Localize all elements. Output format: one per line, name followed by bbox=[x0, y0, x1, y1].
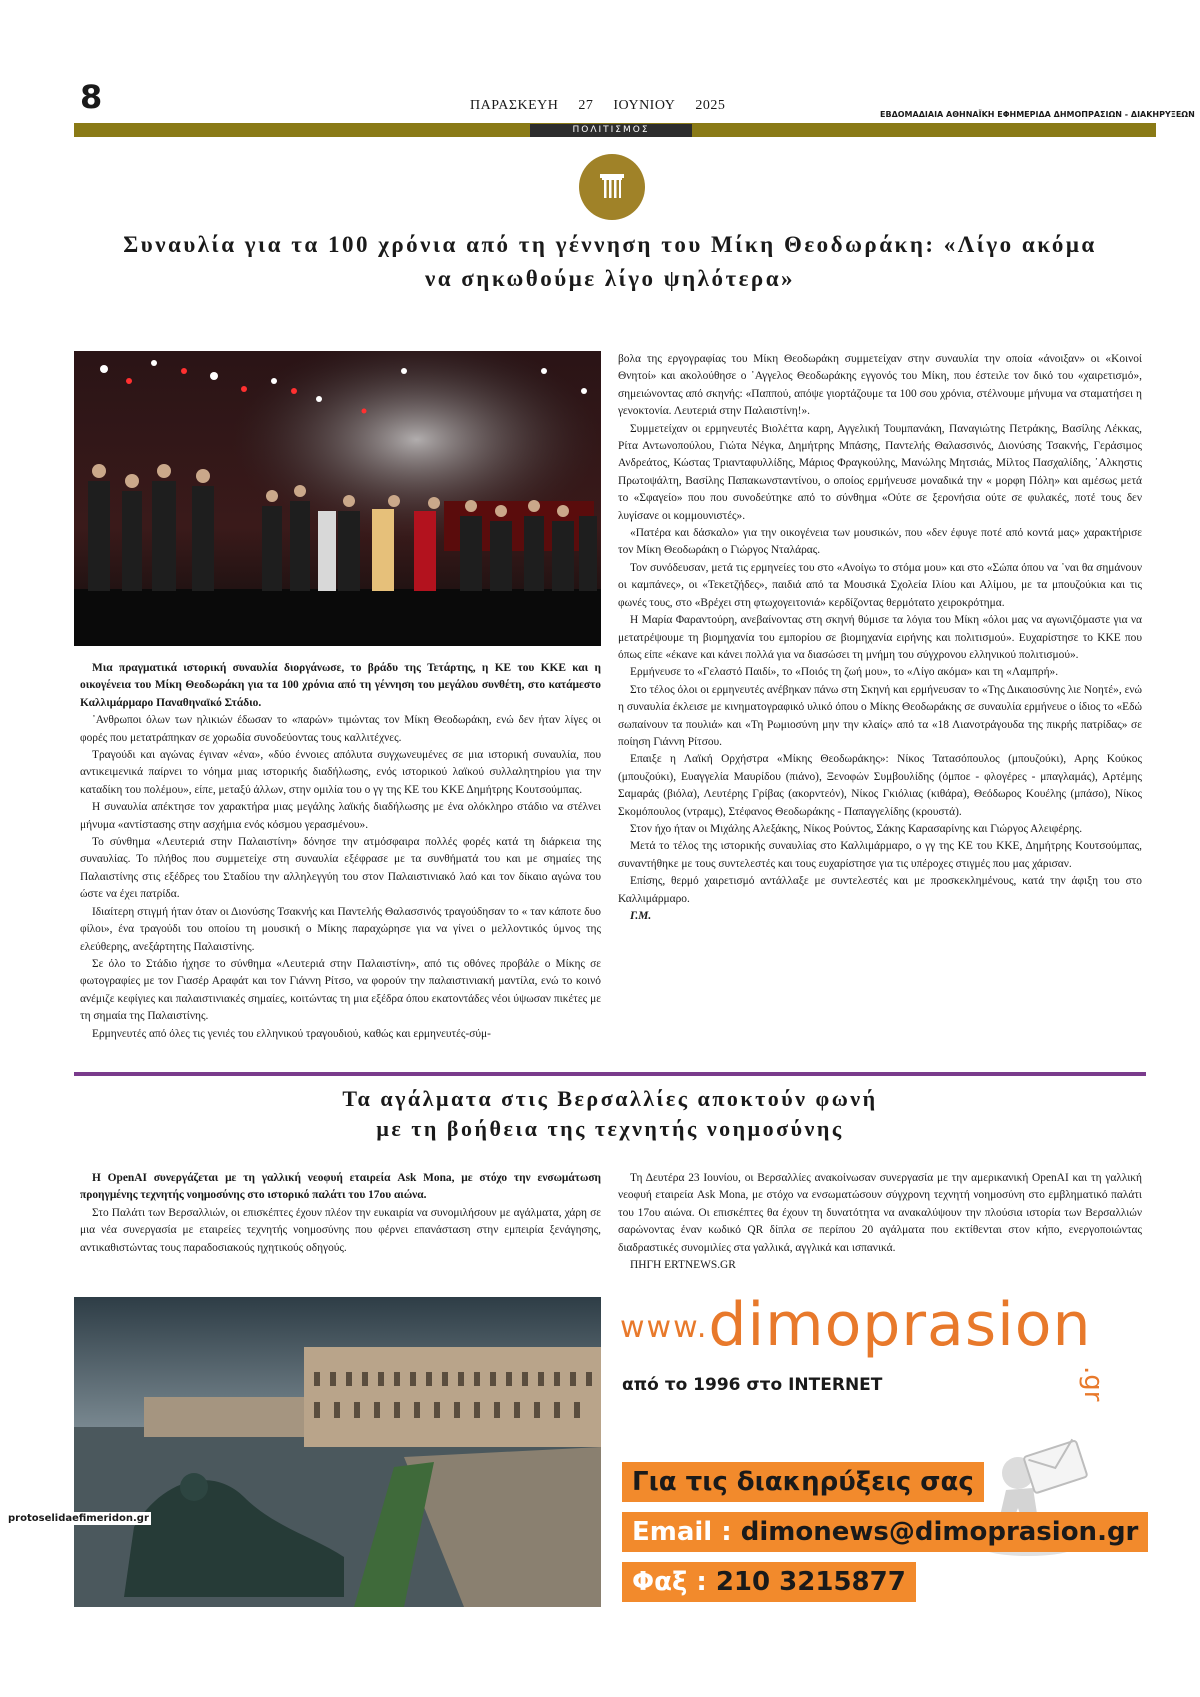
section-divider bbox=[74, 1072, 1146, 1076]
article1-paragraph: Η Μαρία Φαραντούρη, ανεβαίνοντας στη σκηνή θύμισε τα λόγια του Μίκη «όλοι μας να αγωνιζόμαστε για να μετατρέψουμε τη βιομηχανία του εμπορίου σε βιομηχανία ειρήνης και πολιτισμού». Ευχαρίστησε το ΚΚΕ που όπως είπε «έκανε και κάνει πολλά για να διασώσει τη μνήμη του σύγχρονου ελληνικού πολιτισμού». bbox=[618, 614, 1142, 661]
concert-photo bbox=[74, 351, 601, 646]
article1-paragraph: ᾽Ανθρωποι όλων των ηλικιών έδωσαν το «παρών» τιμώντας τον Μίκη Θεοδωράκη, ενώ δεν ήταν λίγες οι φορές που μετατράπηκαν σε χορωδία συνοδεύοντας τους καλλιτέχνες. bbox=[80, 714, 601, 744]
article2-title-line1: Τα αγάλματα στις Βερσαλλίες αποκτούν φωνή bbox=[342, 1086, 878, 1111]
article1-signature: Γ.Μ. bbox=[630, 910, 652, 922]
article1-paragraph: Το σύνθημα «Λευτεριά στην Παλαιστίνη» δόνησε την ατμόσφαιρα πολλές φορές κατά τη διάρκεια της συναυλίας. Το πλήθος που συμμετείχε στη συναυλία εξέφρασε με τα συνθήματά του και με σημαίες της Παλαιστίνης στις εξέδρες του Σταδίου την αλληλεγγύη του στον Παλαιστινιακό λαό και τον δίκαιο αγώνα του ώστε να έχει πατρίδα. bbox=[80, 836, 601, 901]
article1-paragraph: Ιδιαίτερη στιγμή ήταν όταν οι Διονύσης Τσακνής και Παντελής Θαλασσινός τραγούδησαν το « ταν κάποτε δυο φίλοι», ένα τραγούδι του οποίου τη μουσική ο Μίκης παραχώρησε για να γίνει ο μελλοντικός ύμνος της ελεύθερης, ανεξάρτητης Παλαιστίνης. bbox=[80, 905, 601, 953]
article1-paragraph: Συμμετείχαν οι ερμηνευτές Βιολέττα καρη, Αγγελική Τουμπανάκη, Παναγιώτης Πετράκης, Βασίλης Λέκκας, Ρίτα Αντωνοπούλου, Γιώτα Νέγκα, Δημήτρης Μπάσης, Παντελής Θαλασσινός, Διονύσης Τσακνής, Γεράσιμος Ανδρεάτος, Κώστας Τριανταφυλλίδης, Μάριος Φραγκούλης, Μανώλης Μητσιάς, Μίλτος Πασχαλίδης, ᾽Αλκηστις Πρωτοψάλτη, Βασίλης Παπακωνσταντίνου, ο οποίος ερμήνευσε μοναδικά την « μορφη Πόλη» και αμέσως μετά το «Σφαγείο» που που συνοδεύτηκε από το σύνθημα «Ούτε σε ξερονήσια ούτε σε φυλακές, ποτέ τους δεν λυγίσανε οι κομμουνιστές». bbox=[618, 422, 1142, 522]
article1-paragraph: Η συναυλία απέκτησε τον χαρακτήρα μιας μεγάλης λαϊκής διαδήλωσης με ένα ολόκληρο στάδιο να στέλνει μήνυμα «αντίστασης στην ασχήμια ενός κόσμου γερασμένου». bbox=[80, 801, 601, 831]
article2-right-column bbox=[618, 1170, 1142, 1274]
article1-paragraph: Τον συνόδευσαν, μετά τις ερμηνείες του στο «Ανοίγω το στόμα μου» και στο «Σώπα όπου να ᾽ναι θα σημάνουν οι καμπάνες», οι «Τεκετζήδες», παιδιά από τα Μουσικά Σχολεία Ιλίου και Αλίμου, με τα μπουζούκια και τις φωνές τους, στο «Βρέχει στη φτωχογειτονιά» κερδίζοντας θερμότατο χειροκρότημα. bbox=[618, 561, 1142, 609]
article2-title-line2: με τη βοήθεια της τεχνητής νοημοσύνης bbox=[376, 1116, 844, 1141]
advert-url[interactable] bbox=[620, 1290, 1092, 1360]
article1-paragraph: Στον ήχο ήταν οι Μιχάλης Αλεξάκης, Νίκος Ρούντος, Σάκης Καρασαρίνης και Γιώργος Αλειφέρης. bbox=[630, 822, 1083, 835]
advert-brand: dimoprasion bbox=[708, 1290, 1092, 1360]
section-label: ΠΟΛΙΤΙΣΜΟΣ bbox=[530, 124, 692, 137]
advert-www: www. bbox=[620, 1310, 709, 1345]
column-icon bbox=[579, 154, 645, 220]
advert-since: από το 1996 στο INTERNET bbox=[622, 1375, 883, 1395]
email-label: Email : bbox=[632, 1517, 732, 1547]
fax-number: 210 3215877 bbox=[715, 1567, 906, 1597]
year: 2025 bbox=[695, 98, 726, 113]
source-watermark: protoselidaefimeridon.gr bbox=[8, 1513, 149, 1524]
advert-email[interactable] bbox=[622, 1512, 1148, 1552]
fax-label: Φαξ : bbox=[632, 1567, 707, 1597]
article2-paragraph: Στο Παλάτι των Βερσαλλιών, οι επισκέπτες έχουν πλέον την ευκαιρία να συνομιλήσουν με αγάλματα, χάρη σε μια νέα συνεργασία με εταιρείες τεχνητής νοημοσύνης που φέρνει επανάσταση στην εμπειρία ξενάγησης, αντικαθιστώντας τους παραδοσιακούς ηχητικούς οδηγούς. bbox=[80, 1206, 601, 1254]
day-name: ΠΑΡΑΣΚΕΥΗ bbox=[470, 98, 559, 113]
dateline bbox=[470, 98, 741, 114]
article1-paragraph: Επίσης, θερμό χαιρετισμό αντάλλαξε με συντελεστές και με προσκεκλημένους, κατά την άφιξη του στο Καλλιμάρμαρο. bbox=[618, 875, 1142, 905]
article2-source: ΠΗΓΗ ERTNEWS.GR bbox=[630, 1259, 736, 1272]
article1-paragraph: Στο τέλος όλοι οι ερμηνευτές ανέβηκαν πάνω στη Σκηνή και ερμήνευσαν το «Της Δικαιοσύνης λιε Νοητέ», ενώ η συναυλία έκλεισε με κινηματογραφικό υλικό όπου ο Μίκης Θεοδωράκης σε συναυλία ερμήνευε ο ίδιος το «Εδώ σωπαίνουν τα πουλιά» και «Τη Ρωμιοσύνη μην την κλαίς» από τα «18 Λιανοτράγουδα της πικρής πατρίδας» σε ποίηση Γιάννη Ρίτσου. bbox=[618, 683, 1142, 748]
article2-paragraph: Τη Δευτέρα 23 Ιουνίου, οι Βερσαλλίες ανακοίνωσαν συνεργασία με την αμερικανική OpenAI και τη γαλλική νεοφυή εταιρεία Ask Mona, με στόχο να ενσωματώσουν σύγχρονη τεχνητή νοημοσύνη στο εμβληματικό παλάτι του 17ου αιώνα. Οι επισκέπτες θα έχουν τη δυνατότητα να ανακαλύψουν την πλούσια ιστορία των Βερσαλλιών σαρώνοντας έναν κωδικό QR δίπλα σε περίπου 20 αγάλματα που εκτίθενται στον κήπο, ενεργοποιώντας διαδραστικές συνομιλίες στα γαλλικά, αγγλικά και ισπανικά. bbox=[618, 1172, 1142, 1254]
versailles-photo bbox=[74, 1297, 601, 1607]
article1-right-column bbox=[618, 351, 1142, 925]
article1-paragraph: «Πατέρα και δάσκαλο» για την οικογένεια των μουσικών, που «δεν έφυγε ποτέ από κοντά μας» χαρακτήρισε τον Μίκη Θεοδωράκη ο Γιώργος Νταλάρας. bbox=[618, 527, 1142, 557]
article2-lead: Η OpenAI συνεργάζεται με τη γαλλική νεοφυή εταιρεία Ask Mona, με στόχο την ενσωμάτωση προηγμένης τεχνητής νοημοσύνης στο ιστορικό παλάτι του 17ου αιώνα. bbox=[80, 1172, 601, 1202]
article1-paragraph: Τραγούδι και αγώνας έγιναν «ένα», «δύο έννοιες απόλυτα συγχωνευμένες σε μια ιστορική συναυλία, που αντικειμενικά παίρνει το νόημα μιας ιστορικής διαδήλωσης, ενός ιστορικού λαϊκού συλλαλητηρίου για την καταδίκη του πολέμου», είπε, μεταξύ άλλων, στην ομιλία του ο γγ της ΚΕ του ΚΚΕ Δημήτρης Κουτσούμπας. bbox=[80, 749, 601, 796]
article1-title bbox=[80, 228, 1140, 296]
masthead-small: ΕΒΔΟΜΑΔΙΑΙΑ ΑΘΗΝΑΪΚΗ ΕΦΗΜΕΡΙΔΑ ΔΗΜΟΠΡΑΣΙΩΝ - ΔΙΑΚΗΡΥΞΕΩΝ bbox=[880, 110, 1195, 119]
article1-title-line2: να σηκωθούμε λίγο ψηλότερα» bbox=[424, 266, 796, 291]
article2-title bbox=[200, 1084, 1020, 1144]
article1-paragraph: Επαιξε η Λαϊκή Ορχήστρα «Μίκης Θεοδωράκης»: Νίκος Τατασόπουλος (μπουζούκι), Αρης Κούκος (μπουζούκι), Ευαγγελία Μαυρίδου (πιάνο), Ξενοφών Συμβουλίδης (όμποε - φλογέρες - μπαγλαμάς), Αρτέμης Σαμαράς (βιόλα), Λευτέρης Γρίβας (ακορντεόν), Νίκος Γκιόλιας (κιθάρα), Θεόδωρος Κουέλης (μπάσο), Νίκος Σκομόπουλος (ντραμς), Στέφανος Θεοδωράκης - Παπαγγελίδης (κρουστά). bbox=[618, 753, 1142, 818]
advert-tld: .gr bbox=[1078, 1366, 1108, 1402]
article1-title-line1: Συναυλία για τα 100 χρόνια από τη γέννηση του Μίκη Θεοδωράκη: «Λίγο ακόμα bbox=[123, 232, 1097, 257]
month-name: ΙΟΥΝΙΟΥ bbox=[613, 98, 676, 113]
article1-paragraph: Ερμηνευτές από όλες τις γενιές του ελληνικού τραγουδιού, καθώς και ερμηνευτές-σύμ- bbox=[92, 1027, 491, 1040]
advert-fax bbox=[622, 1562, 916, 1602]
article2-left-column bbox=[80, 1170, 601, 1257]
article1-lead: Μια πραγματικά ιστορική συναυλία διοργάνωσε, το βράδυ της Τετάρτης, η ΚΕ του ΚΚΕ και η οικογένεια του Μίκη Θεοδωράκη για τα 100 χρόνια από τη γέννηση του μεγάλου συνθέτη, στο κατάμεστο Καλλιμάρμαρο Παναθηναϊκό Στάδιο. bbox=[80, 662, 601, 709]
article1-paragraph: Σε όλο το Στάδιο ήχησε το σύνθημα «Λευτεριά στην Παλαιστίνη», από τις οθόνες προβάλε ο Μίκης σε φωτογραφίες με τον Γιασέρ Αραφάτ και τον Γιάννη Ρίτσο, να φορούν την παλαιστινιακή μαντίλα, ενώ το κοινό ανέμιζε κεφίγιες και παλαιστινιακές σημαίες, κοιτώντας τη μια εξέδρα όπου εκατοντάδες νέοι ύψωσαν πικέτες με τη σημαία της Παλαιστίνης. bbox=[80, 957, 601, 1023]
advert-tagline: Για τις διακηρύξεις σας bbox=[622, 1462, 984, 1502]
page-number: 8 bbox=[80, 78, 103, 116]
date-day: 27 bbox=[578, 98, 594, 113]
article1-paragraph: Μετά το τέλος της ιστορικής συναυλίας στο Καλλιμάρμαρο, ο γγ της ΚΕ του ΚΚΕ, Δημήτρης Κουτσούμπας, συναντήθηκε με τους συντελεστές και τους ευχαρίστησε για τις υπέροχες στιγμές που μας χάρισαν. bbox=[618, 840, 1142, 870]
email-address: dimonews@dimoprasion.gr bbox=[740, 1517, 1139, 1547]
article1-paragraph: Ερμήνευσε το «Γελαστό Παιδί», το «Ποιός τη ζωή μου», το «Λίγο ακόμα» και τη «Λαμπρή». bbox=[630, 666, 1059, 679]
article1-left-column bbox=[80, 660, 601, 1043]
article1-paragraph: βολα της εργογραφίας του Μίκη Θεοδωράκη συμμετείχαν στην συναυλία την οποία «άνοιξαν» οι «Κοινοί Θνητοί» και ακολούθησε ο ᾽Αγγελος Θεοδωράκης εγγονός του Μίκη, που έστειλε τον δικό του «χαιρετισμό», σημειώνοντας από σκηνής: «Παππού, απόψε γιορτάζουμε τα 100 σου χρόνια, στέλνουμε μήνυμα να σταματήσει η γενοκτονία. Λευτεριά στην Παλαιστίνη!». bbox=[618, 353, 1142, 418]
